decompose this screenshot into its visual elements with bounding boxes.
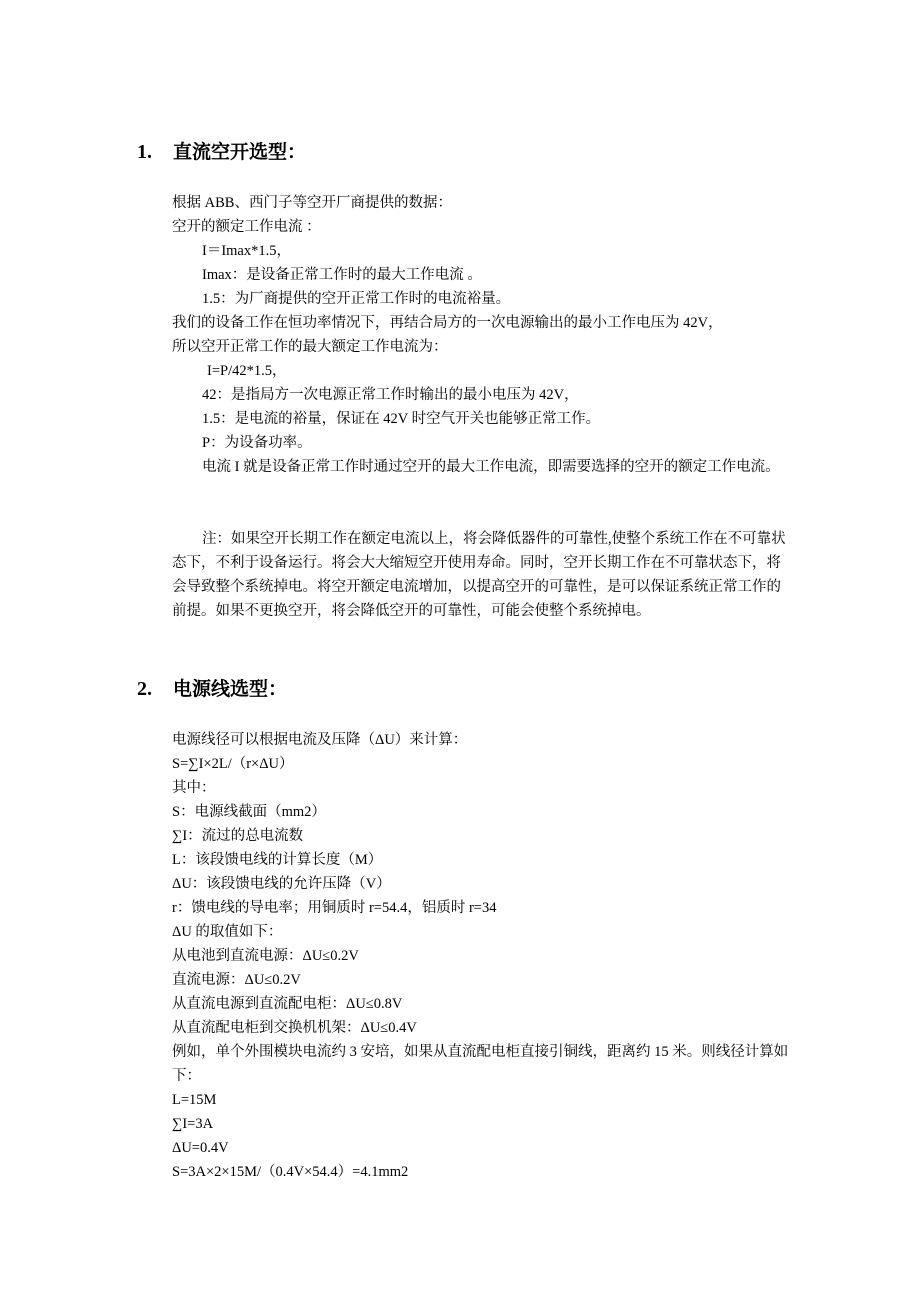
paragraph: 电流 I 就是设备正常工作时通过空开的最大工作电流，即需要选择的空开的额定工作电流。 <box>202 459 780 475</box>
definition-line: S：电源线截面（mm2） <box>172 804 326 820</box>
voltage-drop-item: 从直流配电柜到交换机机架：ΔU≤0.4V <box>172 1020 417 1036</box>
definition-line: P：为设备功率。 <box>202 435 312 451</box>
section-1-heading <box>137 139 306 165</box>
section-1-number: 1. <box>137 141 152 163</box>
example-paragraph: 例如，单个外围模块电流约 3 安培，如果从直流配电柜直接引铜线，距离约 15 米。则线径计算如下： <box>172 1044 789 1084</box>
definition-line: L：该段馈电线的计算长度（M） <box>172 852 383 868</box>
voltage-drop-item: 直流电源：ΔU≤0.2V <box>172 972 301 988</box>
note-paragraph: 注：如果空开长期工作在额定电流以上，将会降低器件的可靠性,使整个系统工作在不可靠状态下，不利于设备运行。将会大大缩短空开使用寿命。同时，空开长期工作在不可靠状态下，将会导致整个系统掉电。将空开额定电流增加，以提高空开的可靠性，是可以保证系统正常工作的前提。如果不更换空开，将会降低空开的可靠性，可能会使整个系统掉电。 <box>172 531 786 619</box>
voltage-drop-item: 从直流电源到直流配电柜：ΔU≤0.8V <box>172 996 403 1012</box>
formula-line: S=∑I×2L/（r×ΔU） <box>172 756 294 772</box>
text-line: ΔU 的取值如下： <box>172 924 283 940</box>
text-line: 电源线径可以根据电流及压降（ΔU）来计算： <box>172 732 468 748</box>
definition-line: ΔU：该段馈电线的允许压降（V） <box>172 876 391 892</box>
definition-line: ∑I：流过的总电流数 <box>172 828 304 844</box>
section-1-body <box>172 191 792 479</box>
calc-line: S=3A×2×15M/（0.4V×54.4）=4.1mm2 <box>172 1164 409 1180</box>
calc-line: ∑I=3A <box>172 1116 214 1132</box>
section-1-note <box>172 527 792 623</box>
definition-line: r：馈电线的导电率；用铜质时 r=54.4，铝质时 r=34 <box>172 900 497 916</box>
definition-line: 1.5：是电流的裕量，保证在 42V 时空气开关也能够正常工作。 <box>202 411 601 427</box>
section-1-title: 直流空开选型： <box>173 141 307 163</box>
definition-line: 42：是指局方一次电源正常工作时输出的最小电压为 42V， <box>202 387 579 403</box>
formula-line: I=P/42*1.5， <box>207 363 287 379</box>
text-line: 其中： <box>172 780 216 796</box>
formula-line: I＝Imax*1.5， <box>202 243 291 259</box>
section-2-body <box>172 728 792 1184</box>
voltage-drop-item: 从电池到直流电源：ΔU≤0.2V <box>172 948 359 964</box>
text-line: 空开的额定工作电流 ： <box>172 219 321 235</box>
text-line: 所以空开正常工作的最大额定工作电流为： <box>172 339 448 355</box>
section-2-heading <box>137 676 287 702</box>
text-line: 根据 ABB、西门子等空开厂商提供的数据： <box>172 195 452 211</box>
calc-line: L=15M <box>172 1092 217 1108</box>
section-2-number: 2. <box>137 678 152 700</box>
section-2-title: 电源线选型： <box>173 678 288 700</box>
definition-line: 1.5：为厂商提供的空开正常工作时的电流裕量。 <box>202 291 511 307</box>
calc-line: ΔU=0.4V <box>172 1140 229 1156</box>
text-line: 我们的设备工作在恒功率情况下，再结合局方的一次电源输出的最小工作电压为 42V， <box>172 315 723 331</box>
definition-line: Imax：是设备正常工作时的最大工作电流 。 <box>202 267 482 283</box>
